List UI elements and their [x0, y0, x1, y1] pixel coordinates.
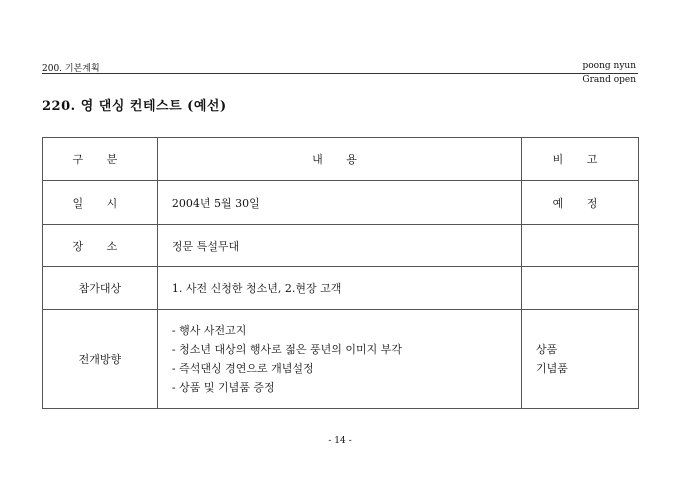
page-number: - 14 -	[328, 436, 352, 446]
row-note: 예 정	[522, 181, 639, 225]
note-item: 기념품	[536, 362, 568, 375]
table-row-venue	[43, 225, 639, 267]
list-item: - 상품 및 기념품 증정	[171, 381, 275, 394]
header-cell-content: 내 용	[157, 138, 521, 181]
header-brand: poong nyun	[582, 61, 636, 71]
list-item: - 행사 사전고지	[171, 324, 247, 337]
row-content	[157, 310, 521, 409]
row-note	[522, 225, 639, 267]
row-content: 1. 사전 신청한 청소년, 2.현장 고객	[157, 267, 521, 310]
header-cell-note: 비 고	[522, 138, 639, 181]
note-item: 상품	[536, 343, 558, 356]
header-rule	[42, 73, 638, 74]
row-note	[522, 310, 639, 409]
row-content: 정문 특설무대	[157, 225, 521, 267]
row-content: 2004년 5월 30일	[157, 181, 521, 225]
plan-table	[42, 137, 639, 409]
header-cell-category: 구 분	[43, 138, 158, 181]
list-item: - 즉석댄싱 경연으로 개념설정	[171, 362, 314, 375]
row-label: 장 소	[43, 225, 158, 267]
header-section-label: 200. 기본계획	[42, 64, 100, 74]
list-item: - 청소년 대상의 행사로 젊은 풍년의 이미지 부각	[171, 343, 402, 356]
table-row-plan	[43, 310, 639, 409]
page-title: 220. 영 댄싱 컨테스트 (예선)	[42, 99, 227, 114]
row-note	[522, 267, 639, 310]
table-row-participants	[43, 267, 639, 310]
table-header-row	[43, 138, 639, 181]
header-subtitle: Grand open	[582, 75, 636, 85]
row-label: 전개방향	[43, 310, 158, 409]
table-row-datetime	[43, 181, 639, 225]
row-label: 참가대상	[43, 267, 158, 310]
row-label: 일 시	[43, 181, 158, 225]
